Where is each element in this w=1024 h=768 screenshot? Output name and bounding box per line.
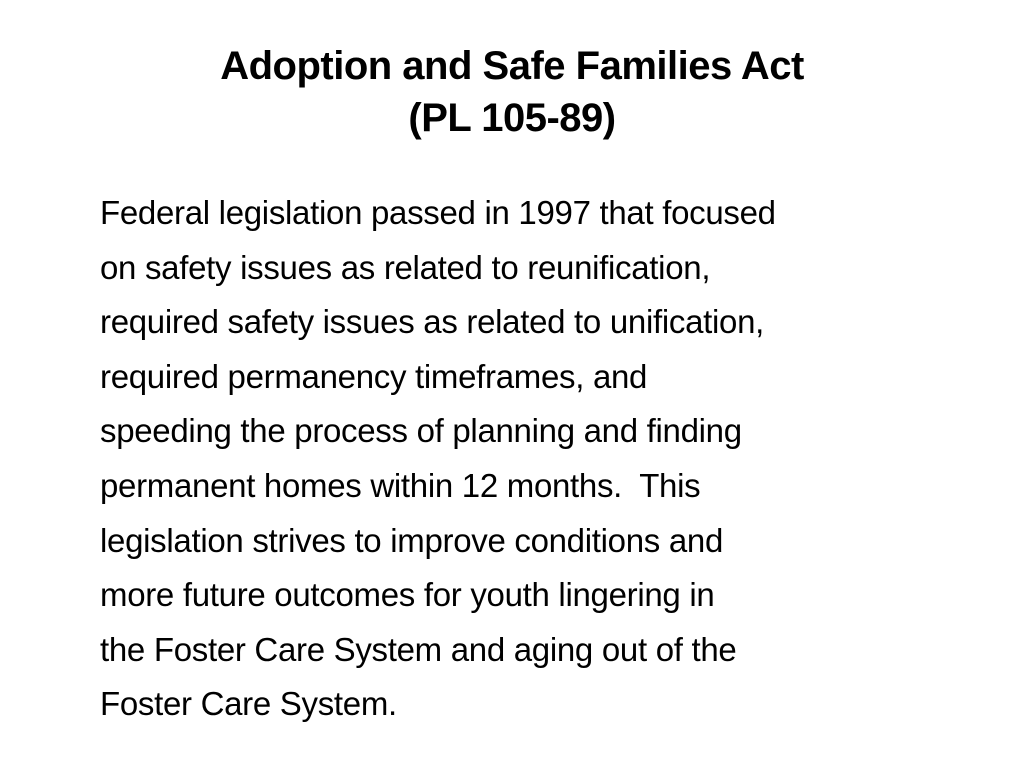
title-line: (PL 105-89) [408, 96, 616, 140]
body-line: legislation strives to improve conditions and [100, 521, 723, 559]
body-line: required safety issues as related to unification, [100, 303, 765, 341]
title-line: Adoption and Safe Families Act [220, 44, 804, 88]
body-line: permanent homes within 12 months. This [100, 466, 701, 504]
body-line: speeding the process of planning and finding [100, 412, 742, 450]
slide-body-text [100, 186, 980, 732]
body-line: required permanency timeframes, and [100, 357, 648, 395]
body-line: the Foster Care System and aging out of the [100, 630, 737, 668]
slide-title [0, 40, 1024, 144]
body-line: on safety issues as related to reunification, [100, 248, 711, 286]
body-line: more future outcomes for youth lingering in [100, 576, 715, 614]
body-line: Foster Care System. [100, 685, 397, 723]
body-line: Federal legislation passed in 1997 that focused [100, 194, 776, 231]
